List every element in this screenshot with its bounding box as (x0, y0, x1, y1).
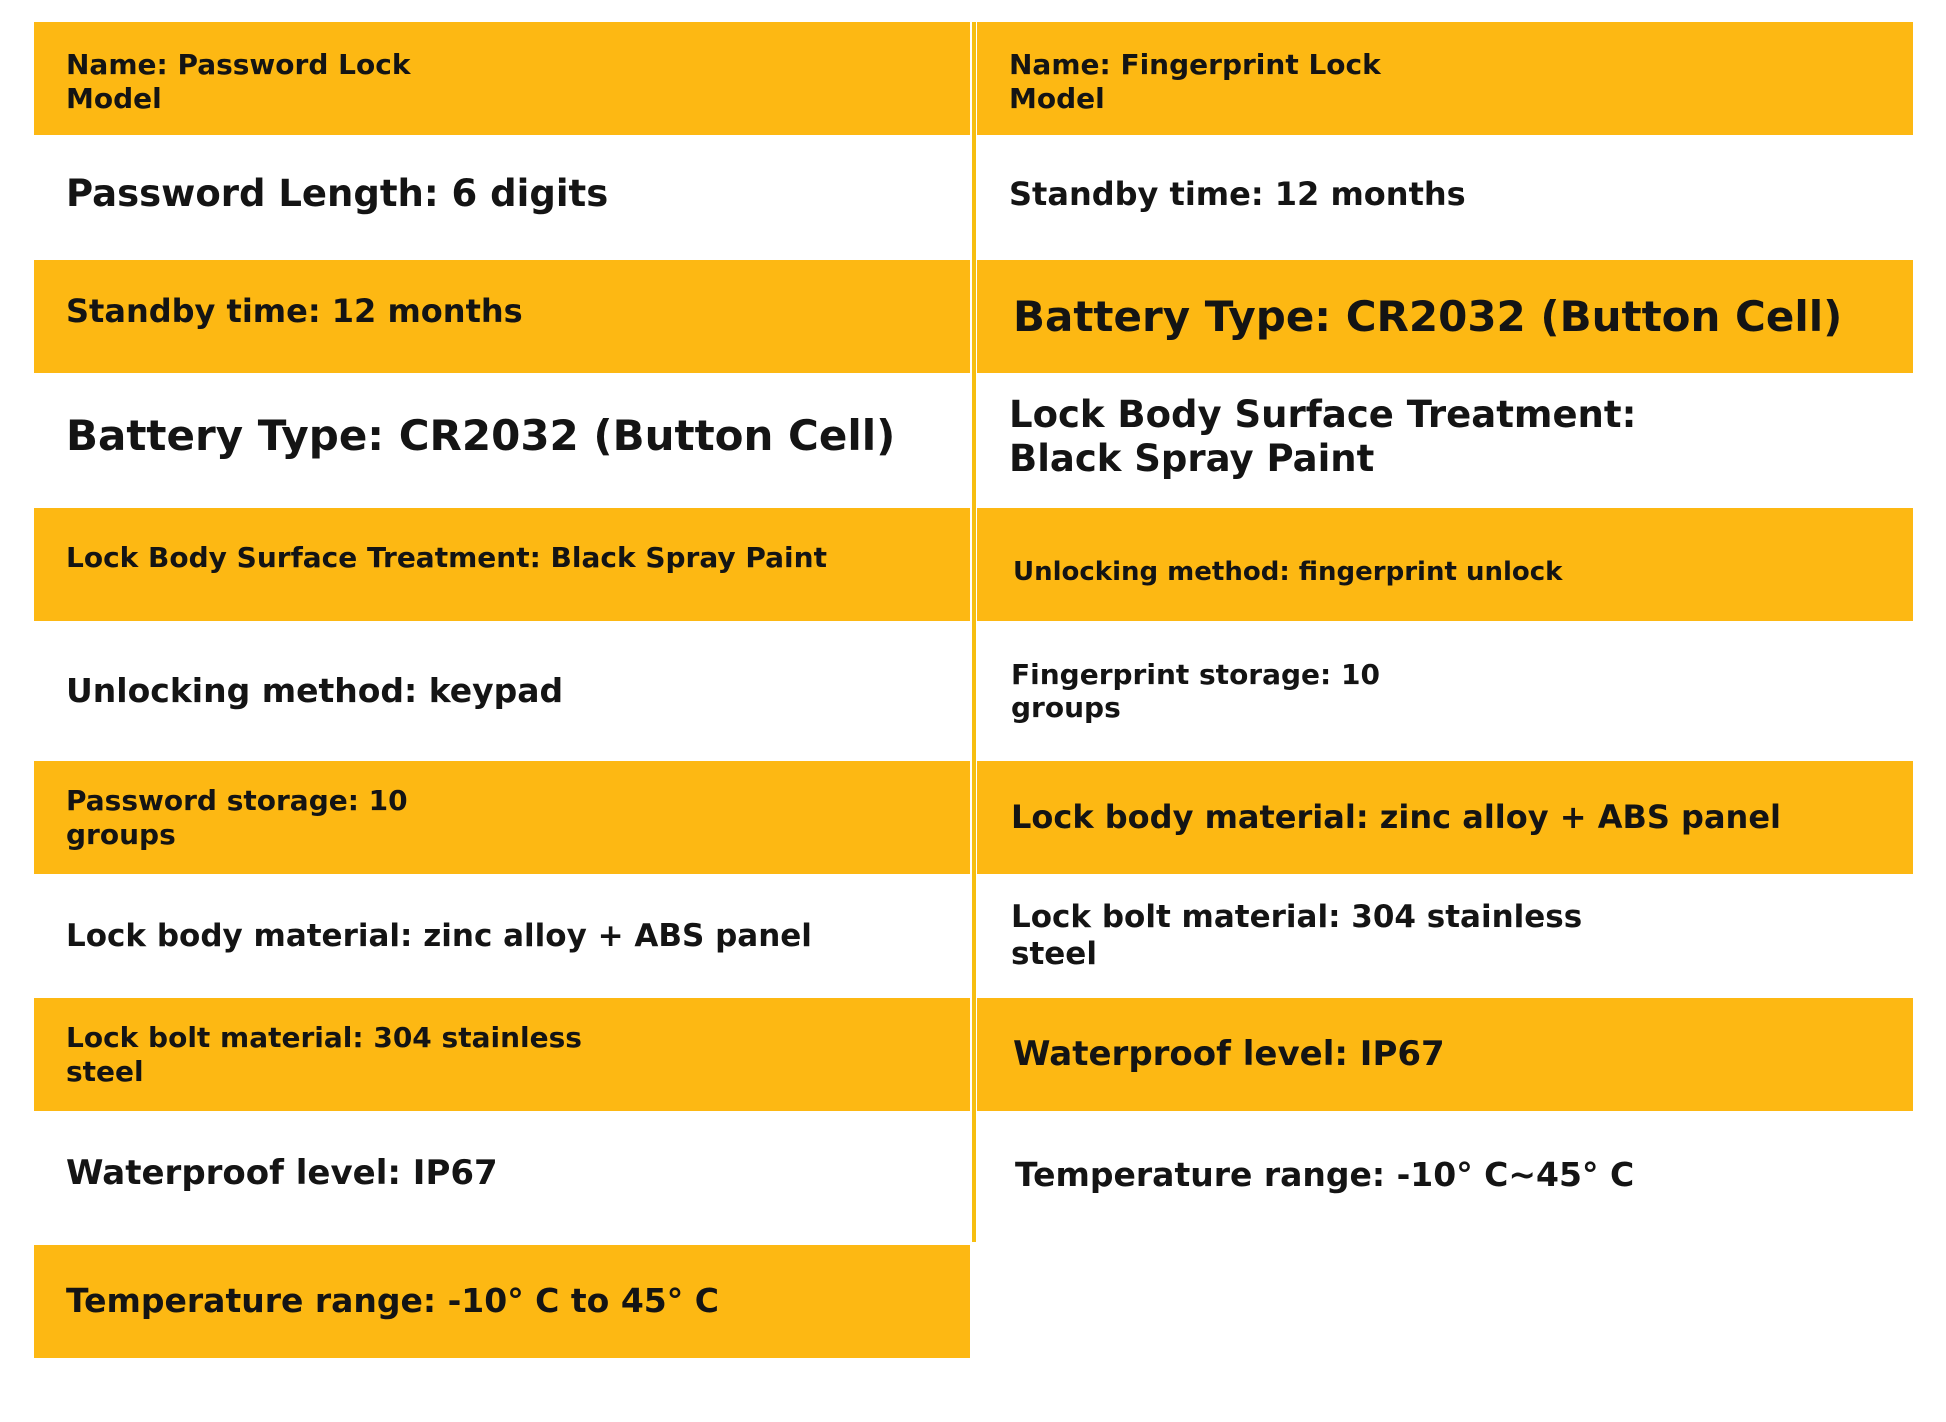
spec-text: Waterproof level: IP67 (1013, 1034, 1445, 1075)
spec-row-name (977, 22, 1913, 135)
spec-row-lock-bolt-material (34, 998, 970, 1111)
spec-row-battery-type (34, 373, 970, 508)
spec-text: Name: Fingerprint Lock Model (1009, 48, 1381, 115)
spec-text: Password Length: 6 digits (66, 171, 609, 215)
spec-row-battery-type (977, 260, 1913, 373)
spec-row-lock-body-material (977, 761, 1913, 874)
spec-text: Password storage: 10 groups (66, 784, 408, 851)
spec-row-lock-body-material (34, 874, 970, 998)
spec-row-waterproof-level (34, 1111, 970, 1245)
spec-text: Unlocking method: keypad (66, 670, 564, 710)
spec-text: Temperature range: -10° C~45° C (1015, 1154, 1635, 1194)
spec-row-surface-treatment (34, 508, 970, 621)
spec-text: Unlocking method: fingerprint unlock (1013, 557, 1563, 588)
spec-row-temperature-range (977, 1111, 1913, 1245)
spec-row-password-length (34, 135, 970, 260)
spec-text: Lock body material: zinc alloy + ABS panel (66, 917, 812, 954)
spec-text: Waterproof level: IP67 (66, 1152, 498, 1193)
spec-text: Lock bolt material: 304 stainless steel (66, 1021, 582, 1088)
spec-text: Lock Body Surface Treatment: Black Spray Paint (1009, 392, 1637, 480)
spec-text: Standby time: 12 months (66, 291, 523, 330)
spec-text: Battery Type: CR2032 (Button Cell) (1013, 291, 1843, 341)
spec-row-fingerprint-storage (977, 621, 1913, 761)
fingerprint-lock-column (977, 22, 1913, 1245)
spec-text: Lock bolt material: 304 stainless steel (1011, 899, 1583, 972)
spec-text: Temperature range: -10° C to 45° C (66, 1281, 719, 1321)
spec-text: Battery Type: CR2032 (Button Cell) (66, 410, 896, 460)
spec-row-password-storage (34, 761, 970, 874)
spec-row-unlocking-method (34, 621, 970, 761)
spec-row-name (34, 22, 970, 135)
spec-text: Name: Password Lock Model (66, 48, 411, 115)
spec-row-waterproof-level (977, 998, 1913, 1111)
password-lock-column (34, 22, 970, 1358)
spec-row-surface-treatment (977, 373, 1913, 508)
spec-row-standby-time (977, 135, 1913, 260)
column-divider (972, 22, 976, 1242)
spec-row-temperature-range (34, 1245, 970, 1358)
spec-row-standby-time (34, 260, 970, 373)
spec-text: Lock body material: zinc alloy + ABS panel (1011, 797, 1781, 836)
spec-text: Fingerprint storage: 10 groups (1011, 657, 1380, 724)
spec-row-lock-bolt-material (977, 874, 1913, 998)
spec-row-unlocking-method (977, 508, 1913, 621)
spec-text: Lock Body Surface Treatment: Black Spray Paint (66, 540, 827, 574)
spec-text: Standby time: 12 months (1009, 174, 1466, 213)
